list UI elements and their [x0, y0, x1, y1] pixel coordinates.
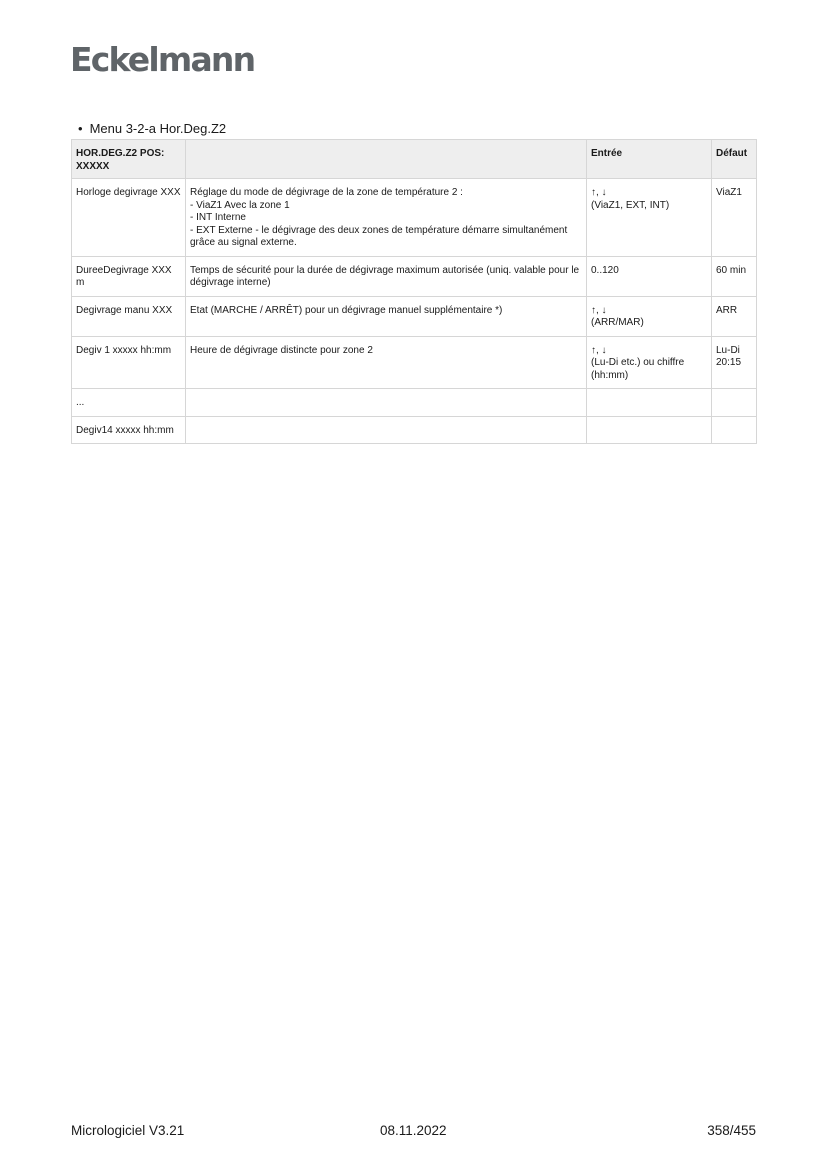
parameter-name: Degiv 1 xxxxx hh:mm	[72, 336, 186, 389]
parameter-entry-line: 0..120	[591, 264, 619, 276]
footer-date: 08.11.2022	[380, 1123, 447, 1138]
parameter-name: Horloge degivrage XXX	[72, 179, 186, 257]
parameter-description	[186, 389, 587, 417]
table-body	[72, 179, 757, 444]
parameter-description	[186, 336, 587, 389]
parameter-entry	[587, 336, 712, 389]
parameter-default	[712, 416, 757, 444]
parameter-description	[186, 296, 587, 336]
parameter-default-line: ViaZ1	[716, 187, 742, 198]
table-row	[72, 256, 757, 296]
table-row	[72, 336, 757, 389]
parameter-description-line: Heure de dégivrage distincte pour zone 2	[190, 344, 373, 356]
parameter-entry-line: (ARR/MAR)	[591, 317, 644, 328]
parameter-default	[712, 389, 757, 417]
header-menu-position: HOR.DEG.Z2 POS: XXXXX	[72, 140, 186, 179]
parameter-default-line: 20:15	[716, 357, 742, 368]
footer-firmware-version: Micrologiciel V3.21	[71, 1123, 185, 1138]
parameter-description	[186, 256, 587, 296]
parameter-name: DureeDegivrage XXX m	[72, 256, 186, 296]
parameter-default-line: Lu-Di	[716, 344, 740, 356]
parameter-description	[186, 416, 587, 444]
parameter-name: ...	[72, 389, 186, 417]
table-row	[72, 389, 757, 417]
parameter-default	[712, 336, 757, 389]
parameter-table	[71, 139, 757, 444]
table-row	[72, 296, 757, 336]
parameter-default-line: 60 min	[716, 264, 747, 276]
parameter-description-line: - ViaZ1 Avec la zone 1	[190, 199, 290, 211]
parameter-entry	[587, 179, 712, 257]
eckelmann-logo: Eckelmann	[70, 40, 255, 79]
header-entry: Entrée	[587, 140, 712, 179]
parameter-name: Degivrage manu XXX	[72, 296, 186, 336]
footer-page-number: 358/455	[707, 1123, 756, 1138]
parameter-entry-line: ↑, ↓	[591, 304, 607, 316]
parameter-default	[712, 296, 757, 336]
parameter-entry	[587, 256, 712, 296]
parameter-description-line: - INT Interne	[190, 212, 246, 223]
parameter-description-line: - EXT Externe - le dégivrage des deux zones de température démarre simultanément grâce au signal externe.	[190, 224, 568, 248]
parameter-default	[712, 179, 757, 257]
header-description	[186, 140, 587, 179]
table-row	[72, 179, 757, 257]
parameter-name: Degiv14 xxxxx hh:mm	[72, 416, 186, 444]
parameter-description-line: Réglage du mode de dégivrage de la zone de température 2 :	[190, 187, 463, 198]
parameter-default	[712, 256, 757, 296]
table-header-row	[72, 140, 757, 179]
header-default: Défaut	[712, 140, 757, 179]
parameter-description-line: Etat (MARCHE / ARRÊT) pour un dégivrage manuel supplémentaire *)	[190, 304, 503, 316]
bullet-icon: •	[78, 121, 83, 136]
parameter-description	[186, 179, 587, 257]
parameter-entry-line: ↑, ↓	[591, 344, 607, 356]
parameter-entry-line: ↑, ↓	[591, 187, 607, 198]
parameter-default-line: ARR	[716, 304, 738, 316]
parameter-entry-line: (ViaZ1, EXT, INT)	[591, 199, 670, 211]
parameter-entry-line: (Lu-Di etc.) ou chiffre (hh:mm)	[591, 357, 685, 381]
table-row	[72, 416, 757, 444]
parameter-entry	[587, 296, 712, 336]
parameter-entry	[587, 389, 712, 417]
section-heading	[78, 121, 226, 137]
parameter-entry	[587, 416, 712, 444]
section-title: Menu 3-2-a Hor.Deg.Z2	[89, 121, 227, 136]
parameter-description-line: Temps de sécurité pour la durée de dégivrage maximum autorisée (uniq. valable pour le dégivrage interne)	[190, 264, 580, 288]
